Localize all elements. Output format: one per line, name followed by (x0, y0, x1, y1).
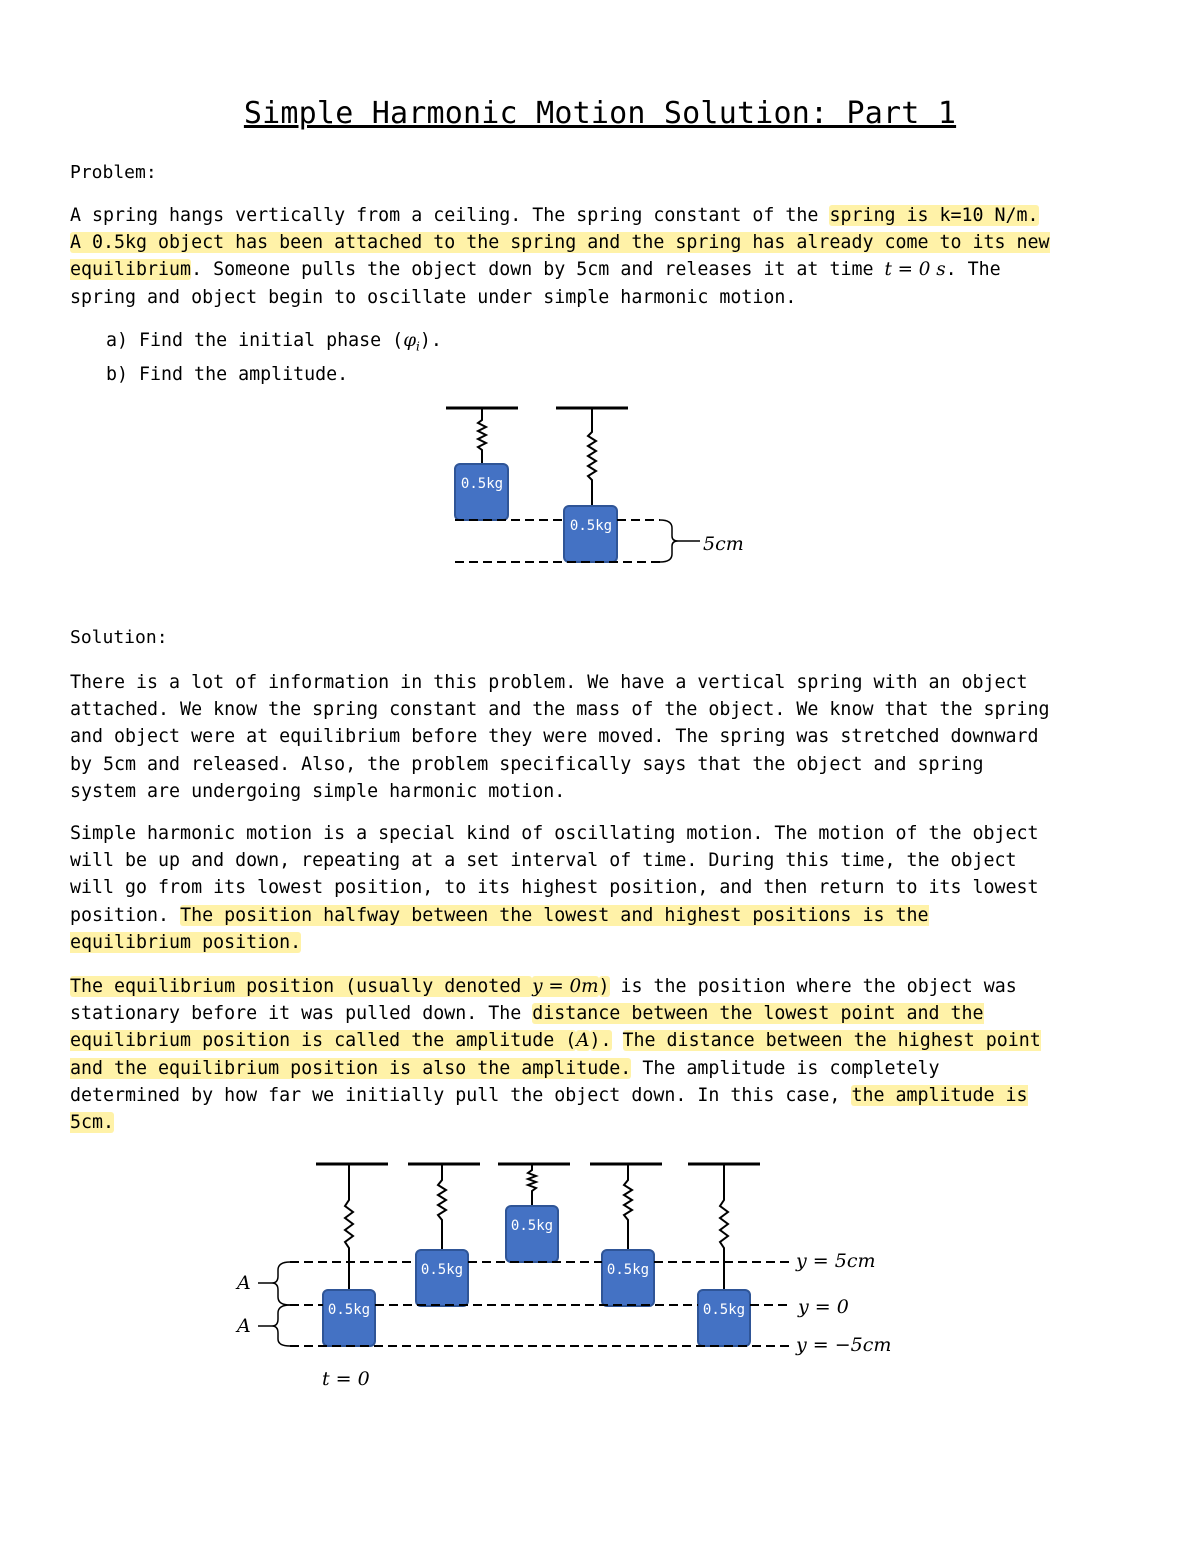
amplitude-brace-bottom (272, 1305, 290, 1346)
mass-block (506, 1206, 558, 1262)
highlight-paren: ) (598, 976, 610, 997)
displacement-label: 5cm (703, 533, 744, 555)
mass-label: 0.5kg (606, 1262, 650, 1278)
highlight-halfway: The position halfway between the lowest and highest positions is the equilibrium position. (70, 904, 929, 953)
phi-symbol: φ (403, 330, 416, 351)
amplitude-label-top: A (237, 1272, 251, 1294)
spring-equilibrium (438, 1164, 446, 1250)
solution-paragraph-1: There is a lot of information in this problem. We have a vertical spring with an object attached. We know the spring constant and the mass of the object. We know that the spring and object were at equilibrium before they were moved. The spring was stretched downward by 5cm and released. Also, the problem specifically says that the object and spring system are undergoing simple harmonic motion. (70, 672, 1050, 802)
highlight-equilibrium-def: The equilibrium position (usually denoted (70, 976, 533, 997)
y-bottom-label: y = −5cm (796, 1334, 892, 1356)
question-b-label: b) (106, 363, 129, 385)
mass-block (416, 1250, 468, 1306)
solution-heading: Solution: (70, 627, 168, 648)
mass-block (698, 1290, 750, 1346)
amplitude-symbol: A (576, 1030, 590, 1052)
highlight-highest-point: The distance between the highest point and the equilibrium position is also the amplitude. (70, 1030, 1041, 1079)
amplitude-label-bottom: A (237, 1315, 251, 1337)
spring-compressed (528, 1164, 536, 1206)
mass-label: 0.5kg (460, 476, 504, 492)
highlight-amplitude-value: the amplitude is 5cm. (70, 1084, 1028, 1134)
problem-text-3: . The spring and object begin to oscillate under simple harmonic motion. (70, 259, 1001, 308)
mass-label: 0.5kg (510, 1218, 554, 1234)
solution-text: Simple harmonic motion is a special kind of oscillating motion. The motion of the object will be up and down, repeating at a set interval of time. During this time, the object will go from its lowest position, to its highest position, and then return to its lowest position. (70, 823, 1039, 926)
highlight-spring-constant: spring is k=10 N/m. (829, 205, 1039, 226)
time-expression: t = 0 s (884, 259, 946, 281)
spring-stretched (720, 1164, 728, 1290)
question-a-end: ). (419, 330, 442, 351)
mass-label: 0.5kg (327, 1302, 371, 1318)
mass-label: 0.5kg (420, 1262, 464, 1278)
highlight-amplitude-def: distance between the lowest point and the equilibrium position is called the amplitude ( (70, 1003, 984, 1052)
question-a-text: Find the initial phase ( (139, 330, 404, 351)
y-zero-expression: y = 0m (532, 976, 599, 997)
mass-block (602, 1250, 654, 1306)
y-mid-label: y = 0 (798, 1296, 849, 1318)
amplitude-brace-top (272, 1262, 290, 1305)
problem-text-2: . Someone pulls the object down by 5cm and releases it at time (191, 259, 885, 281)
highlight-equilibrium: A 0.5kg object has been attached to the spring and the spring has already come to its new equilibrium (70, 232, 1050, 281)
page-title: Simple Harmonic Motion Solution: Part 1 (243, 96, 957, 131)
highlight-paren: ). (589, 1030, 612, 1052)
spring-stretched (345, 1164, 353, 1290)
problem-heading: Problem: (70, 162, 157, 183)
solution-text: The amplitude is completely determined by how far we initially pull the object down. In this case, (70, 1057, 940, 1106)
mass-label: 0.5kg (702, 1302, 746, 1318)
spring-equilibrium (624, 1164, 632, 1250)
problem-text-1: A spring hangs vertically from a ceiling. The spring constant of the (70, 205, 830, 226)
y-top-label: y = 5cm (796, 1250, 876, 1272)
question-a-label: a) (106, 330, 129, 351)
solution-text: is the position where the object was stationary before it was pulled down. The (70, 976, 1017, 1025)
mass-block (323, 1290, 375, 1346)
phi-subscript: i (416, 339, 420, 354)
mass-label: 0.5kg (569, 518, 613, 534)
question-b-text: Find the amplitude. (139, 363, 349, 385)
time-label: t = 0 (322, 1368, 370, 1390)
